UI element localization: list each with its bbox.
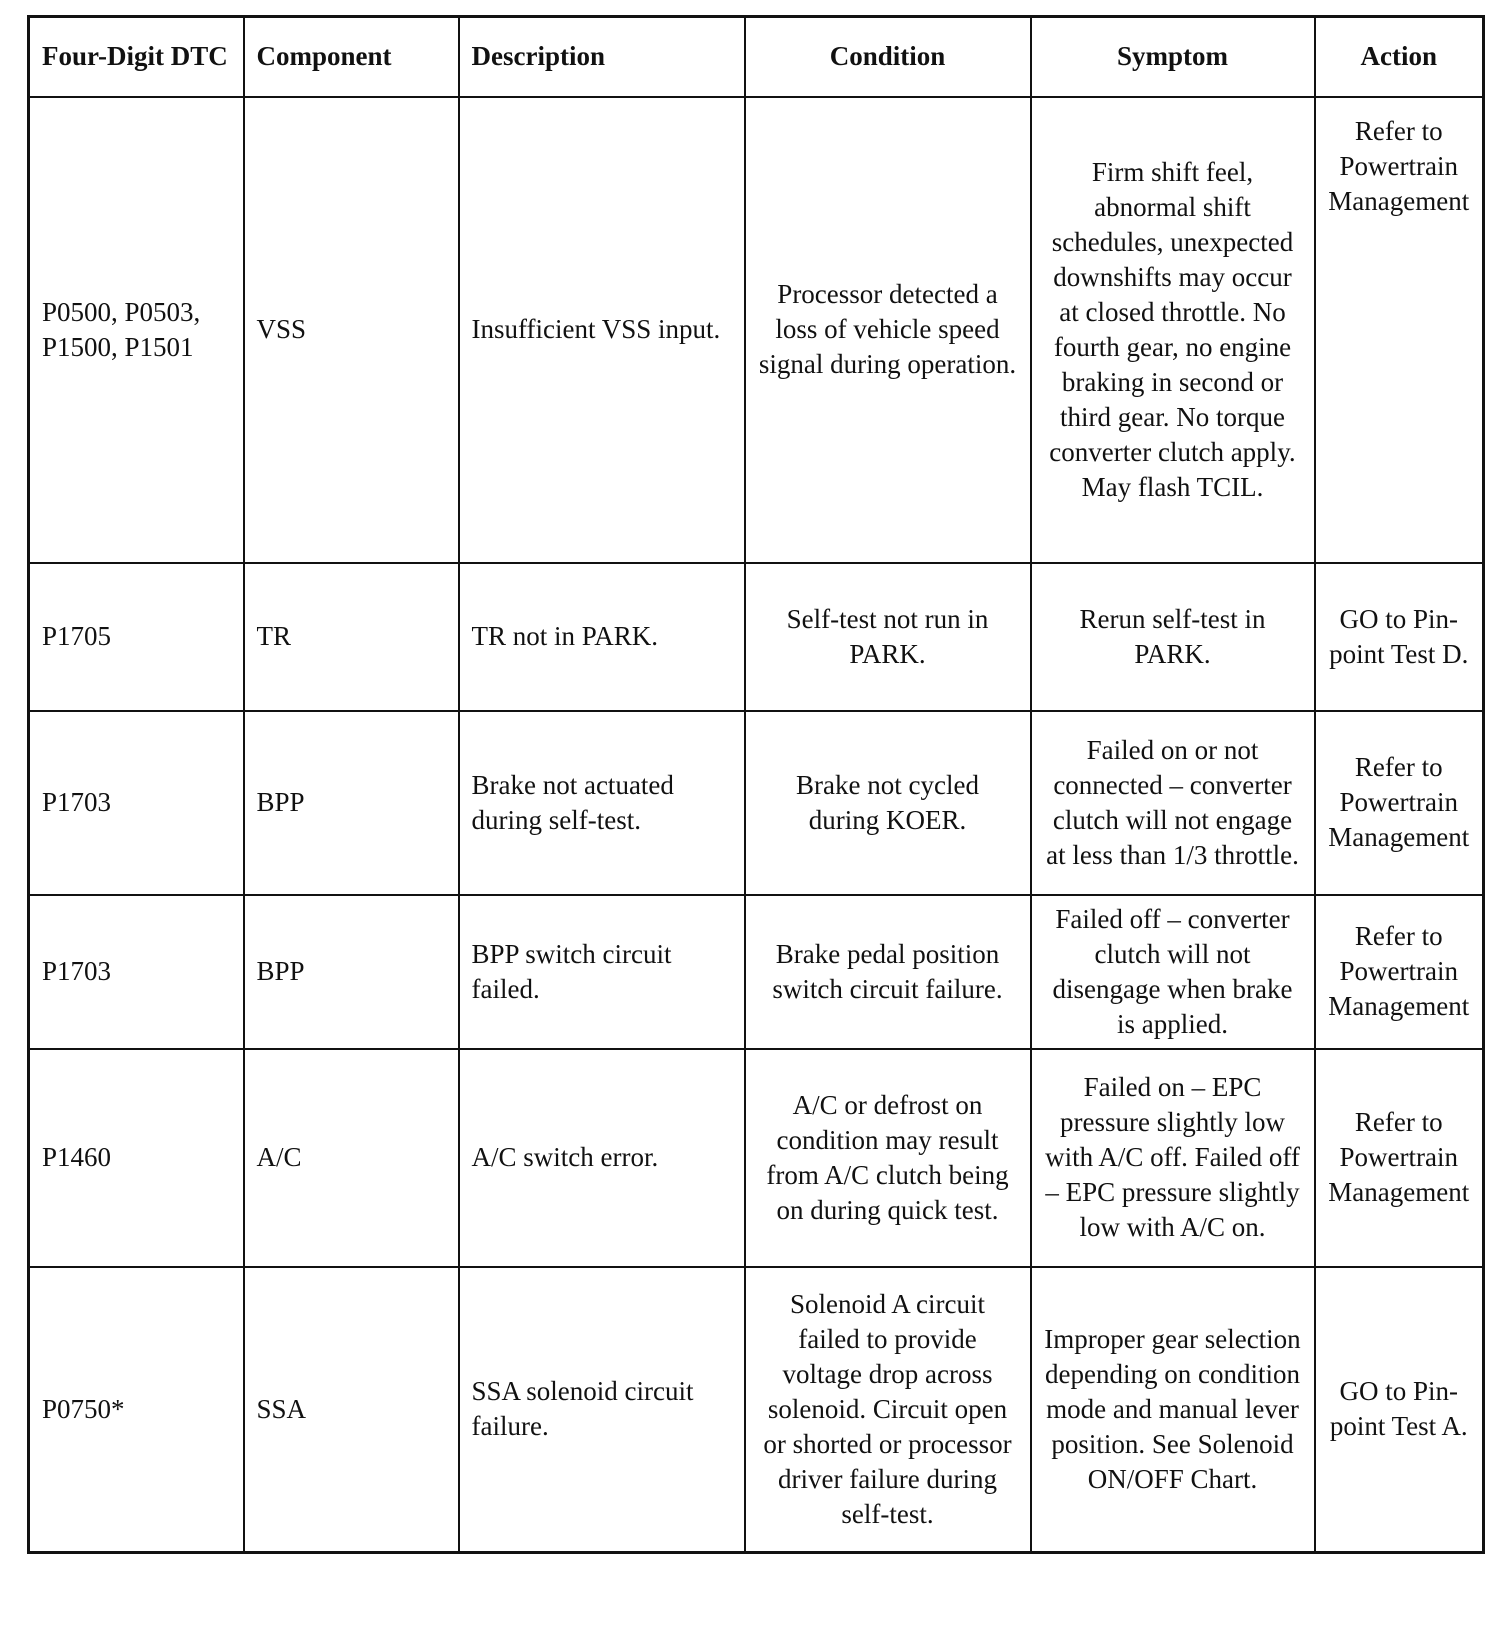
cell-condition: A/C or defrost on condition may result from A/C clutch being on during quick test. xyxy=(745,1049,1031,1267)
cell-action: Refer to Powertrain Management xyxy=(1315,97,1484,563)
header-component: Component xyxy=(244,17,459,97)
cell-dtc: P1703 xyxy=(29,895,244,1049)
cell-symptom: Firm shift feel, abnormal shift schedules, unexpected downshifts may occur at closed throttle. No fourth gear, no engine braking in second or third gear. No torque converter clutch apply. May flash TCIL. xyxy=(1031,97,1315,563)
table-row xyxy=(29,711,1484,895)
cell-component: SSA xyxy=(244,1267,459,1553)
cell-action: Refer to Powertrain Management xyxy=(1315,895,1484,1049)
cell-dtc: P1705 xyxy=(29,563,244,711)
cell-component: BPP xyxy=(244,895,459,1049)
table-row xyxy=(29,1049,1484,1267)
cell-dtc: P1460 xyxy=(29,1049,244,1267)
cell-action: Refer to Powertrain Management xyxy=(1315,711,1484,895)
cell-dtc: P1703 xyxy=(29,711,244,895)
header-action: Action xyxy=(1315,17,1484,97)
cell-component: VSS xyxy=(244,97,459,563)
cell-component: TR xyxy=(244,563,459,711)
header-dtc: Four-Digit DTC xyxy=(29,17,244,97)
cell-action: GO to Pin-point Test D. xyxy=(1315,563,1484,711)
table-row xyxy=(29,1267,1484,1553)
dtc-table xyxy=(27,15,1485,1554)
cell-condition: Self-test not run in PARK. xyxy=(745,563,1031,711)
cell-description: BPP switch circuit failed. xyxy=(459,895,745,1049)
header-row xyxy=(29,17,1484,97)
cell-description: A/C switch error. xyxy=(459,1049,745,1267)
cell-action: GO to Pin-point Test A. xyxy=(1315,1267,1484,1553)
cell-symptom: Improper gear selection depending on condition mode and manual lever position. See Solenoid ON/OFF Chart. xyxy=(1031,1267,1315,1553)
cell-condition: Solenoid A circuit failed to provide voltage drop across solenoid. Circuit open or shorted or processor driver failure during self-test. xyxy=(745,1267,1031,1553)
cell-action: Refer to Powertrain Management xyxy=(1315,1049,1484,1267)
table-row xyxy=(29,895,1484,1049)
table-row xyxy=(29,97,1484,563)
cell-component: A/C xyxy=(244,1049,459,1267)
cell-symptom: Failed on or not connected – converter clutch will not engage at less than 1/3 throttle. xyxy=(1031,711,1315,895)
cell-description: SSA solenoid circuit failure. xyxy=(459,1267,745,1553)
cell-condition: Processor detected a loss of vehicle speed signal during operation. xyxy=(745,97,1031,563)
cell-description: Brake not actuated during self-test. xyxy=(459,711,745,895)
cell-description: Insufficient VSS input. xyxy=(459,97,745,563)
cell-symptom: Rerun self-test in PARK. xyxy=(1031,563,1315,711)
cell-component: BPP xyxy=(244,711,459,895)
cell-description: TR not in PARK. xyxy=(459,563,745,711)
cell-dtc: P0750* xyxy=(29,1267,244,1553)
header-symptom: Symptom xyxy=(1031,17,1315,97)
cell-dtc: P0500, P0503, P1500, P1501 xyxy=(29,97,244,563)
cell-symptom: Failed off – converter clutch will not disengage when brake is applied. xyxy=(1031,895,1315,1049)
table-row xyxy=(29,563,1484,711)
cell-condition: Brake not cycled during KOER. xyxy=(745,711,1031,895)
cell-condition: Brake pedal position switch circuit failure. xyxy=(745,895,1031,1049)
header-description: Description xyxy=(459,17,745,97)
cell-symptom: Failed on – EPC pressure slightly low with A/C off. Failed off – EPC pressure slightly low with A/C on. xyxy=(1031,1049,1315,1267)
header-condition: Condition xyxy=(745,17,1031,97)
